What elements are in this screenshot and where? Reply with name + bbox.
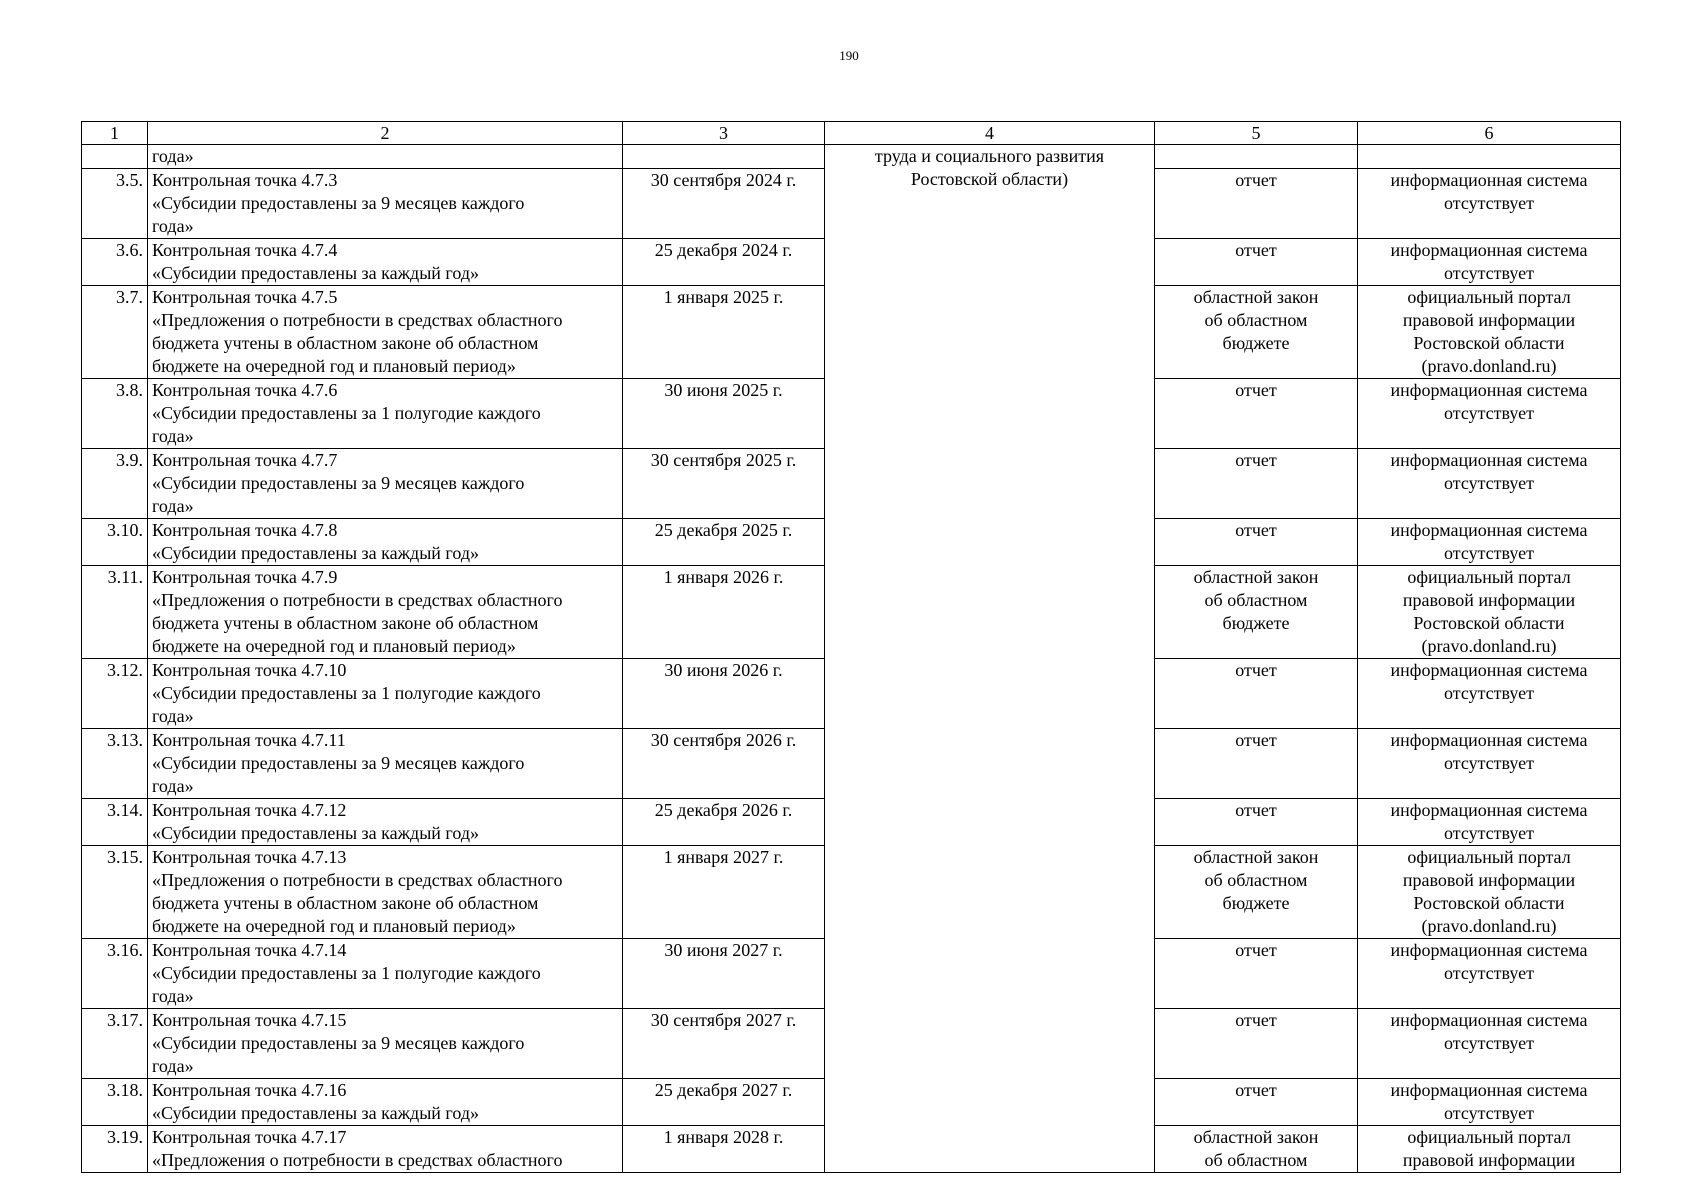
control-point-description: года»	[152, 706, 194, 726]
information-system-line: отсутствует	[1443, 823, 1535, 843]
control-point-description: «Предложения о потребности в средствах областного	[152, 1150, 563, 1170]
control-point-description: «Субсидии предоставлены за каждый год»	[152, 543, 479, 563]
control-point-cell	[148, 286, 623, 379]
responsible-executor-line: труда и социального развития	[874, 146, 1105, 166]
column-header: 2	[148, 122, 623, 145]
information-system-cell	[1358, 239, 1621, 286]
information-system-line: информационная система	[1390, 800, 1588, 820]
continuation-text: года»	[148, 145, 623, 169]
document-type-line: отчет	[1235, 730, 1277, 750]
control-point-title: Контрольная точка 4.7.7	[152, 450, 338, 470]
control-point-cell	[148, 519, 623, 566]
document-type-line: отчет	[1235, 380, 1277, 400]
information-system-cell	[1358, 1079, 1621, 1126]
control-point-cell	[148, 799, 623, 846]
control-point-description: «Предложения о потребности в средствах областного	[152, 310, 563, 330]
information-system-line: правовой информации	[1402, 310, 1576, 330]
deadline-date: 25 декабря 2027 г.	[623, 1079, 825, 1126]
column-header: 3	[623, 122, 825, 145]
document-type-line: областной закон	[1193, 1127, 1319, 1147]
information-system-line: (pravo.donland.ru)	[1421, 916, 1557, 936]
information-system-line: правовой информации	[1402, 1150, 1576, 1170]
row-number: 3.16.	[82, 939, 148, 1009]
document-type-line: об областном	[1204, 310, 1308, 330]
document-type-line: областной закон	[1193, 287, 1319, 307]
document-type-cell	[1155, 239, 1358, 286]
control-point-description: «Субсидии предоставлены за 9 месяцев каждого	[152, 193, 525, 213]
document-type-line: бюджете	[1222, 333, 1290, 353]
information-system-line: отсутствует	[1443, 543, 1535, 563]
document-type-line: бюджете	[1222, 613, 1290, 633]
deadline-date: 30 сентября 2027 г.	[623, 1009, 825, 1079]
document-type-cell	[1155, 799, 1358, 846]
control-points-table	[81, 121, 1621, 1173]
information-system-cell	[1358, 729, 1621, 799]
row-number: 3.5.	[82, 169, 148, 239]
information-system-line: правовой информации	[1402, 870, 1576, 890]
control-point-cell	[148, 1079, 623, 1126]
document-type-cell	[1155, 659, 1358, 729]
control-point-title: Контрольная точка 4.7.11	[152, 730, 346, 750]
document-type-cell	[1155, 1126, 1358, 1173]
responsible-executor-line: Ростовской области)	[910, 169, 1069, 189]
control-point-description: бюджета учтены в областном законе об областном	[152, 333, 539, 353]
information-system-cell	[1358, 799, 1621, 846]
information-system-cell	[1358, 846, 1621, 939]
control-point-description: бюджете на очередной год и плановый период»	[152, 636, 516, 656]
document-type-cell	[1155, 566, 1358, 659]
column-header: 5	[1155, 122, 1358, 145]
information-system-line: информационная система	[1390, 450, 1588, 470]
row-number: 3.17.	[82, 1009, 148, 1079]
deadline-date: 1 января 2025 г.	[623, 286, 825, 379]
document-type-line: отчет	[1235, 450, 1277, 470]
information-system-line: отсутствует	[1443, 1103, 1535, 1123]
table-body	[82, 145, 1621, 1173]
continuation-row	[82, 145, 1621, 169]
document-type-line: отчет	[1235, 940, 1277, 960]
information-system-cell	[1358, 286, 1621, 379]
control-point-description: года»	[152, 496, 194, 516]
document-type-line: отчет	[1235, 1010, 1277, 1030]
control-point-title: Контрольная точка 4.7.13	[152, 847, 347, 867]
control-point-cell	[148, 566, 623, 659]
information-system-line: информационная система	[1390, 940, 1588, 960]
information-system-cell	[1358, 939, 1621, 1009]
information-system-line: официальный портал	[1407, 287, 1571, 307]
document-type-line: отчет	[1235, 240, 1277, 260]
document-type-line: об областном	[1204, 590, 1308, 610]
information-system-line: (pravo.donland.ru)	[1421, 356, 1557, 376]
row-number: 3.7.	[82, 286, 148, 379]
control-point-cell	[148, 846, 623, 939]
column-header: 6	[1358, 122, 1621, 145]
deadline-date: 25 декабря 2025 г.	[623, 519, 825, 566]
information-system-cell	[1358, 449, 1621, 519]
document-type-cell	[1155, 846, 1358, 939]
control-point-description: «Субсидии предоставлены за 9 месяцев каждого	[152, 1033, 525, 1053]
information-system-line: информационная система	[1390, 240, 1588, 260]
control-point-description: года»	[152, 216, 194, 236]
continuation-doc-cell	[1155, 145, 1358, 169]
document-type-line: об областном	[1204, 870, 1308, 890]
control-point-description: «Субсидии предоставлены за каждый год»	[152, 823, 479, 843]
control-point-title: Контрольная точка 4.7.15	[152, 1010, 347, 1030]
control-point-description: года»	[152, 776, 194, 796]
information-system-cell	[1358, 1009, 1621, 1079]
row-number: 3.9.	[82, 449, 148, 519]
control-point-description: «Предложения о потребности в средствах областного	[152, 870, 563, 890]
row-number: 3.19.	[82, 1126, 148, 1173]
control-point-title: Контрольная точка 4.7.3	[152, 170, 338, 190]
information-system-line: Ростовской области	[1413, 333, 1565, 353]
information-system-line: информационная система	[1390, 660, 1588, 680]
control-point-description: года»	[152, 426, 194, 446]
information-system-line: отсутствует	[1443, 403, 1535, 423]
document-type-cell	[1155, 1009, 1358, 1079]
information-system-cell	[1358, 519, 1621, 566]
information-system-line: отсутствует	[1443, 683, 1535, 703]
control-point-title: Контрольная точка 4.7.5	[152, 287, 338, 307]
document-type-line: отчет	[1235, 800, 1277, 820]
control-point-description: «Субсидии предоставлены за 1 полугодие каждого	[152, 963, 541, 983]
control-point-title: Контрольная точка 4.7.4	[152, 240, 338, 260]
document-type-cell	[1155, 286, 1358, 379]
document-type-line: бюджете	[1222, 893, 1290, 913]
information-system-line: официальный портал	[1407, 1127, 1571, 1147]
control-point-title: Контрольная точка 4.7.6	[152, 380, 338, 400]
deadline-date: 1 января 2027 г.	[623, 846, 825, 939]
control-point-cell	[148, 239, 623, 286]
control-point-cell	[148, 729, 623, 799]
document-type-line: областной закон	[1193, 847, 1319, 867]
control-point-description: года»	[152, 1056, 194, 1076]
page-number: 190	[839, 48, 859, 63]
deadline-date: 30 июня 2027 г.	[623, 939, 825, 1009]
control-point-description: бюджете на очередной год и плановый период»	[152, 916, 516, 936]
row-number: 3.18.	[82, 1079, 148, 1126]
control-point-title: Контрольная точка 4.7.14	[152, 940, 347, 960]
column-header: 1	[82, 122, 148, 145]
control-point-title: Контрольная точка 4.7.17	[152, 1127, 347, 1147]
document-type-cell	[1155, 939, 1358, 1009]
information-system-line: информационная система	[1390, 520, 1588, 540]
deadline-date: 30 июня 2025 г.	[623, 379, 825, 449]
document-type-cell	[1155, 1079, 1358, 1126]
information-system-line: отсутствует	[1443, 193, 1535, 213]
information-system-line: информационная система	[1390, 170, 1588, 190]
information-system-line: Ростовской области	[1413, 613, 1565, 633]
row-number: 3.10.	[82, 519, 148, 566]
information-system-cell	[1358, 169, 1621, 239]
control-point-cell	[148, 379, 623, 449]
information-system-cell	[1358, 1126, 1621, 1173]
information-system-line: отсутствует	[1443, 963, 1535, 983]
information-system-cell	[1358, 566, 1621, 659]
control-point-description: «Субсидии предоставлены за каждый год»	[152, 263, 479, 283]
control-point-title: Контрольная точка 4.7.16	[152, 1080, 347, 1100]
control-point-title: Контрольная точка 4.7.9	[152, 567, 338, 587]
information-system-line: официальный портал	[1407, 847, 1571, 867]
control-point-description: «Предложения о потребности в средствах областного	[152, 590, 563, 610]
information-system-line: отсутствует	[1443, 263, 1535, 283]
control-point-description: «Субсидии предоставлены за каждый год»	[152, 1103, 479, 1123]
document-type-line: отчет	[1235, 520, 1277, 540]
information-system-line: отсутствует	[1443, 1033, 1535, 1053]
information-system-line: информационная система	[1390, 1080, 1588, 1100]
control-point-title: Контрольная точка 4.7.10	[152, 660, 347, 680]
control-point-description: года»	[152, 986, 194, 1006]
row-number: 3.12.	[82, 659, 148, 729]
row-number: 3.15.	[82, 846, 148, 939]
control-point-description: бюджете на очередной год и плановый период»	[152, 356, 516, 376]
control-point-description: «Субсидии предоставлены за 1 полугодие каждого	[152, 683, 541, 703]
deadline-date: 30 сентября 2025 г.	[623, 449, 825, 519]
row-number: 3.14.	[82, 799, 148, 846]
deadline-date: 30 сентября 2024 г.	[623, 169, 825, 239]
control-point-cell	[148, 169, 623, 239]
column-header: 4	[825, 122, 1155, 145]
document-type-line: отчет	[1235, 170, 1277, 190]
document-type-cell	[1155, 519, 1358, 566]
document-type-cell	[1155, 449, 1358, 519]
deadline-date: 30 сентября 2026 г.	[623, 729, 825, 799]
information-system-line: Ростовской области	[1413, 893, 1565, 913]
document-type-line: отчет	[1235, 660, 1277, 680]
document-type-line: отчет	[1235, 1080, 1277, 1100]
information-system-line: отсутствует	[1443, 473, 1535, 493]
information-system-line: информационная система	[1390, 1010, 1588, 1030]
information-system-cell	[1358, 659, 1621, 729]
document-type-line: областной закон	[1193, 567, 1319, 587]
control-point-title: Контрольная точка 4.7.12	[152, 800, 347, 820]
information-system-line: отсутствует	[1443, 753, 1535, 773]
deadline-date: 1 января 2026 г.	[623, 566, 825, 659]
continuation-system-cell	[1358, 145, 1621, 169]
information-system-line: (pravo.donland.ru)	[1421, 636, 1557, 656]
information-system-line: информационная система	[1390, 730, 1588, 750]
continuation-date-cell	[623, 145, 825, 169]
deadline-date: 1 января 2028 г.	[623, 1126, 825, 1173]
control-point-description: «Субсидии предоставлены за 9 месяцев каждого	[152, 753, 525, 773]
responsible-executor-cell	[825, 145, 1155, 1173]
control-point-description: бюджета учтены в областном законе об областном	[152, 613, 539, 633]
information-system-cell	[1358, 379, 1621, 449]
information-system-line: официальный портал	[1407, 567, 1571, 587]
control-point-description: «Субсидии предоставлены за 1 полугодие каждого	[152, 403, 541, 423]
control-point-title: Контрольная точка 4.7.8	[152, 520, 338, 540]
control-point-cell	[148, 1009, 623, 1079]
information-system-line: информационная система	[1390, 380, 1588, 400]
document-type-cell	[1155, 169, 1358, 239]
document-type-line: об областном	[1204, 1150, 1308, 1170]
document-type-cell	[1155, 379, 1358, 449]
deadline-date: 30 июня 2026 г.	[623, 659, 825, 729]
row-number: 3.11.	[82, 566, 148, 659]
deadline-date: 25 декабря 2026 г.	[623, 799, 825, 846]
header-row	[82, 122, 1621, 145]
document-type-cell	[1155, 729, 1358, 799]
continuation-num-cell	[82, 145, 148, 169]
information-system-line: правовой информации	[1402, 590, 1576, 610]
control-point-cell	[148, 939, 623, 1009]
control-point-description: «Субсидии предоставлены за 9 месяцев каждого	[152, 473, 525, 493]
row-number: 3.6.	[82, 239, 148, 286]
control-point-cell	[148, 659, 623, 729]
row-number: 3.8.	[82, 379, 148, 449]
control-point-cell	[148, 449, 623, 519]
control-point-description: бюджета учтены в областном законе об областном	[152, 893, 539, 913]
row-number: 3.13.	[82, 729, 148, 799]
control-point-cell	[148, 1126, 623, 1173]
deadline-date: 25 декабря 2024 г.	[623, 239, 825, 286]
